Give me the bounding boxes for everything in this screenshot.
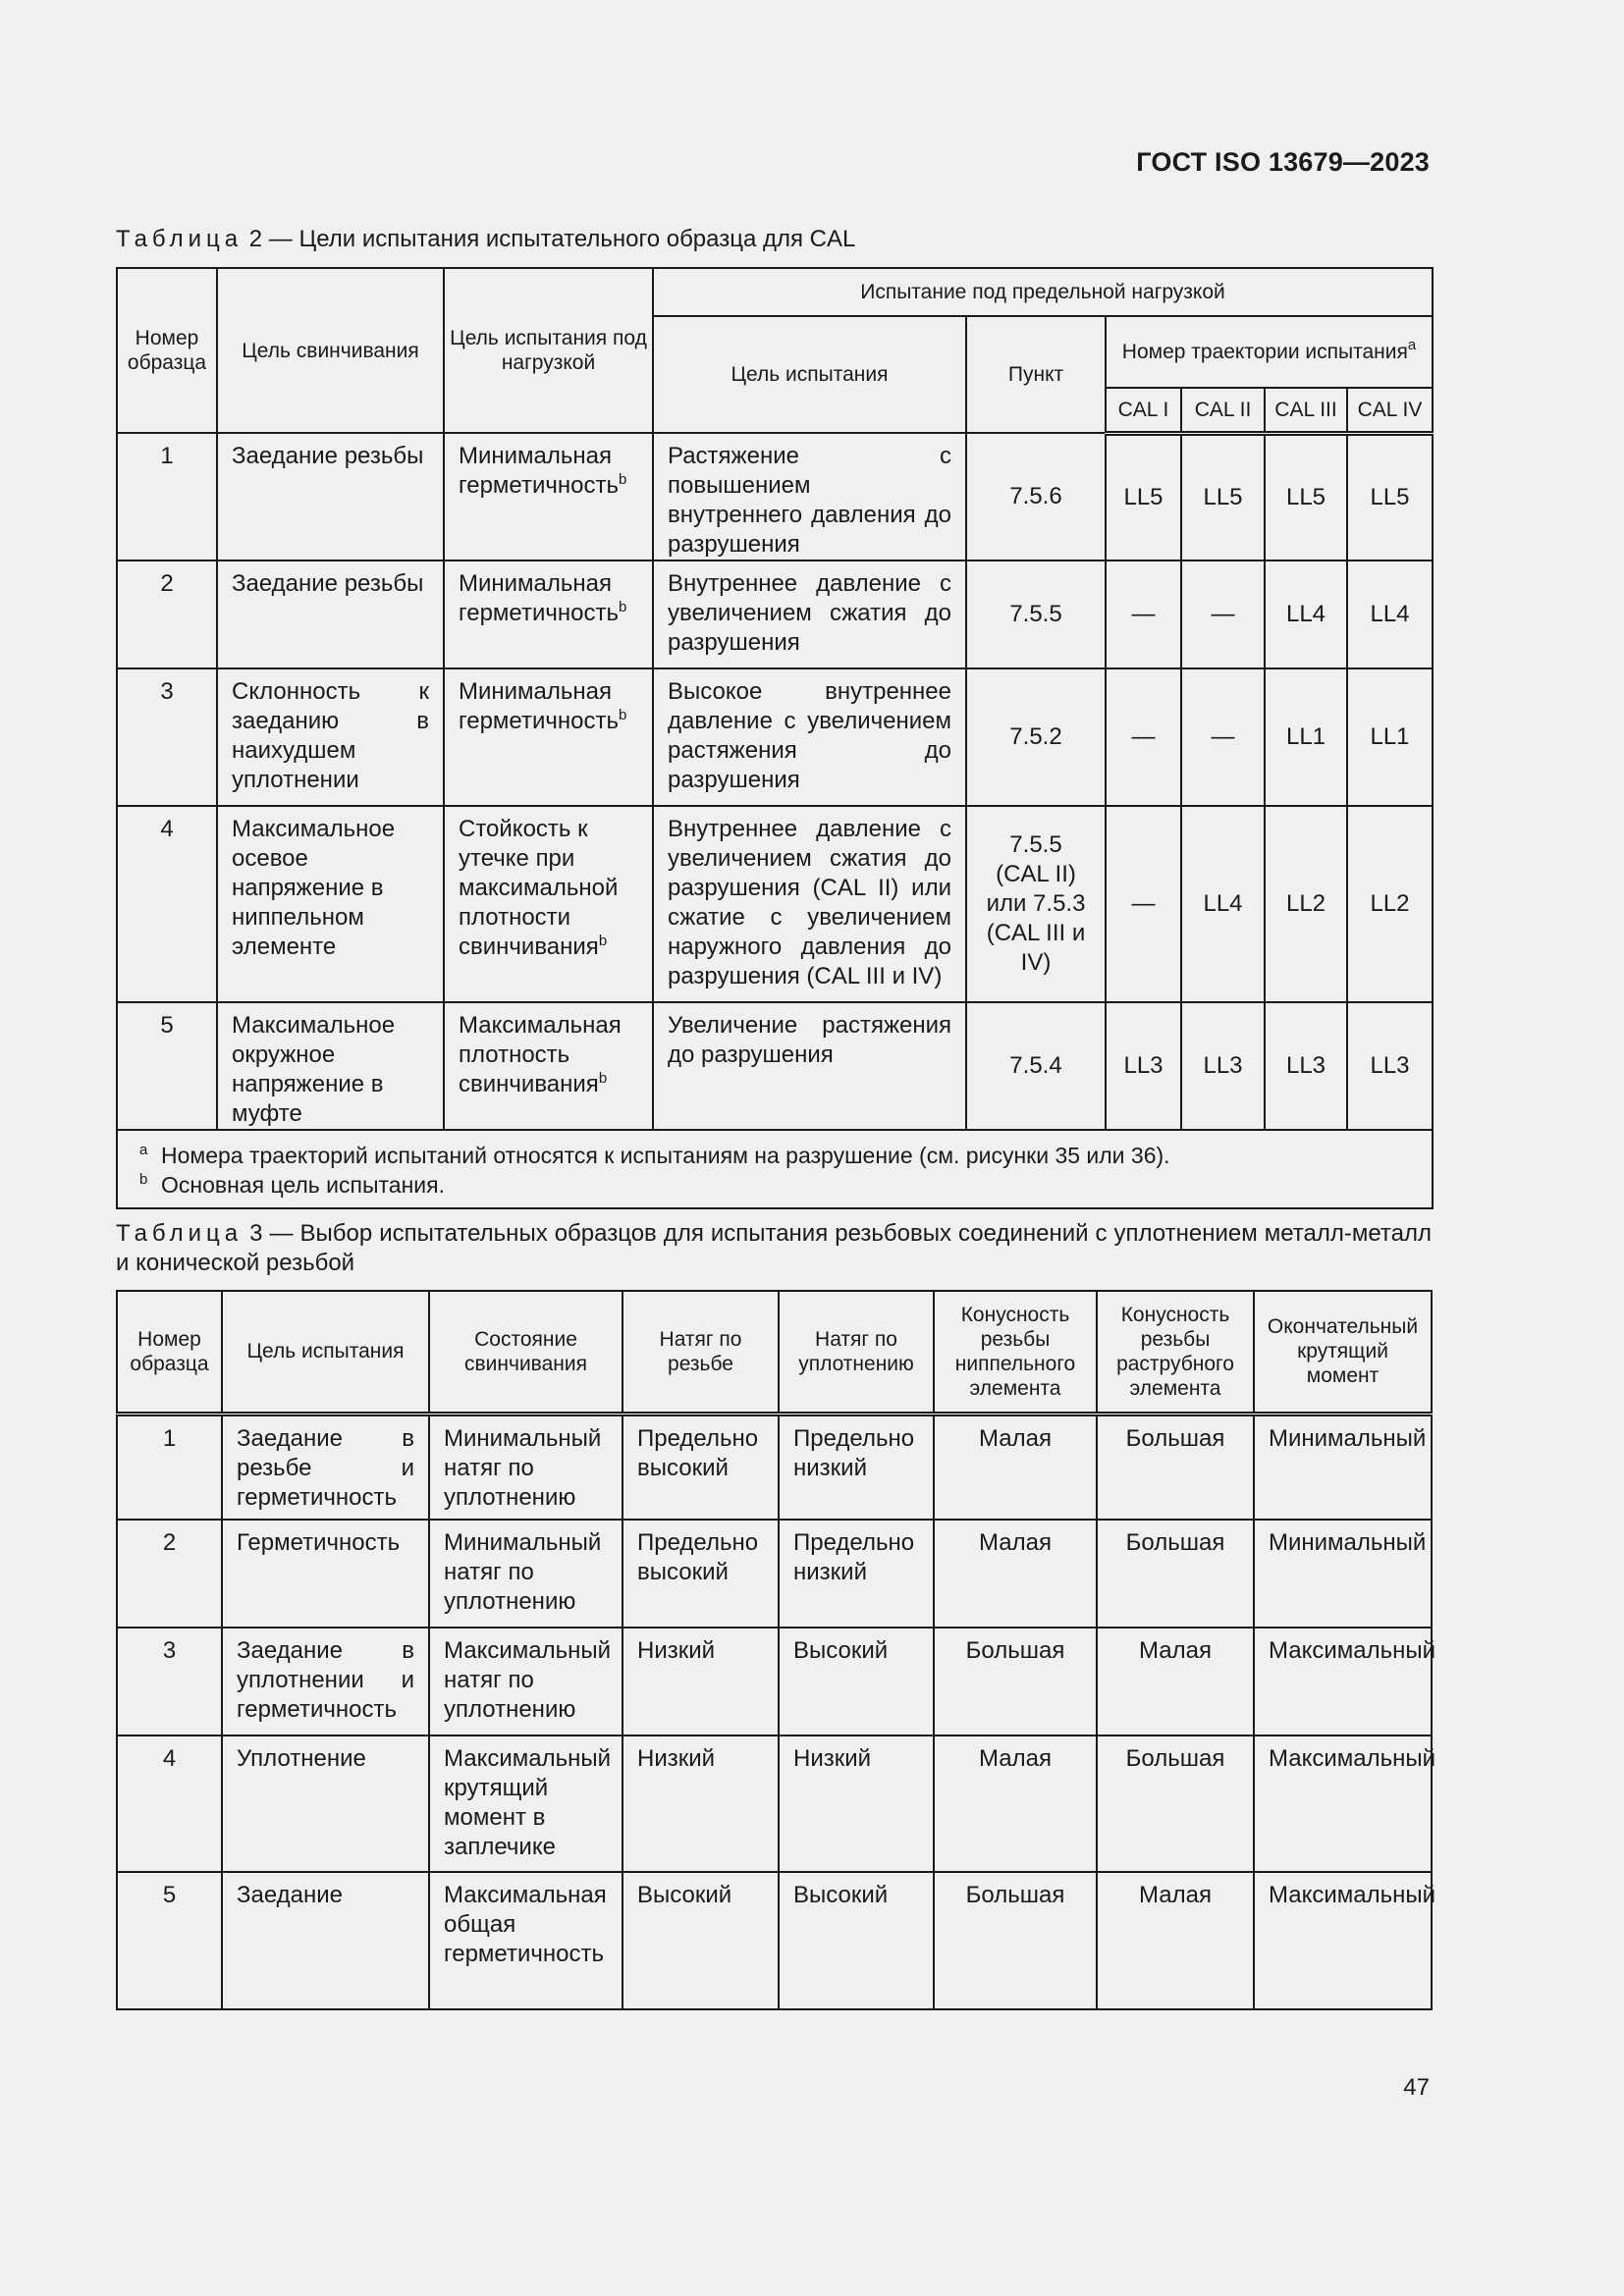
table2-footnotes	[117, 1130, 1433, 1208]
cell-makeup: Склонность к заеданию в наихудшем уплотнении	[217, 668, 444, 806]
cell-box-taper: Большая	[1097, 1735, 1254, 1872]
cell-cal2: —	[1181, 561, 1265, 668]
table2-header-path-text: Номер траектории испытания	[1121, 341, 1408, 363]
cell-makeup: Максимальное окружное напряжение в муфте	[217, 1002, 444, 1130]
cell-makeup-state: Максимальный натяг по уплотнению	[429, 1628, 623, 1735]
table2-header-clause: Пункт	[966, 316, 1106, 433]
table2-header-cal1: CAL I	[1106, 388, 1181, 433]
cell-cal2: LL4	[1181, 806, 1265, 1002]
cell-load	[444, 1002, 653, 1130]
table2-header-purpose: Цель испытания	[653, 316, 966, 433]
cell-makeup: Максимальное осевое напряжение в ниппельном элементе	[217, 806, 444, 1002]
cell-final-torque: Максимальный	[1254, 1735, 1432, 1872]
cell-seal-interference: Высокий	[779, 1628, 934, 1735]
cell-thread-interference: Предельно высокий	[623, 1520, 779, 1628]
cell-clause: 7.5.5 (CAL II) или 7.5.3 (CAL III и IV)	[966, 806, 1106, 1002]
cell-thread-interference: Низкий	[623, 1628, 779, 1735]
cell-final-torque: Минимальный	[1254, 1520, 1432, 1628]
cell-cal4: LL4	[1347, 561, 1433, 668]
cell-purpose: Растяжение с повышением внутреннего давления до разрушения	[653, 433, 966, 561]
cell-num: 5	[117, 1872, 222, 2009]
cell-num: 3	[117, 1628, 222, 1735]
table2-caption-word: Таблица	[116, 226, 244, 252]
cell-purpose: Заедание в резьбе и герметичность	[222, 1414, 429, 1520]
table3-header-thread-interference: Натяг по резьбе	[623, 1291, 779, 1414]
table3-header-box-taper: Конусность резьбы раструбного элемента	[1097, 1291, 1254, 1414]
table2	[116, 267, 1434, 1209]
cell-cal2: LL5	[1181, 433, 1265, 561]
cell-load	[444, 668, 653, 806]
cell-num: 4	[117, 1735, 222, 1872]
cell-cal4: LL5	[1347, 433, 1433, 561]
table3-header-seal-interference: Натяг по уплотнению	[779, 1291, 934, 1414]
table-row	[117, 1520, 1432, 1628]
cell-num: 1	[117, 1414, 222, 1520]
cell-pin-taper: Малая	[934, 1414, 1097, 1520]
cell-num: 3	[117, 668, 217, 806]
table3-header-makeup-state: Состояние свинчивания	[429, 1291, 623, 1414]
cell-makeup-state: Минимальный натяг по уплотнению	[429, 1520, 623, 1628]
footnote-ref: b	[618, 471, 627, 488]
cell-thread-interference: Предельно высокий	[623, 1414, 779, 1520]
cell-cal2: LL3	[1181, 1002, 1265, 1130]
cell-load-text: Минимальная герметичность	[459, 443, 619, 499]
cell-seal-interference: Предельно низкий	[779, 1520, 934, 1628]
cell-cal1: —	[1106, 806, 1181, 1002]
cell-thread-interference: Низкий	[623, 1735, 779, 1872]
cell-clause: 7.5.2	[966, 668, 1106, 806]
cell-purpose: Заедание	[222, 1872, 429, 2009]
cell-pin-taper: Малая	[934, 1735, 1097, 1872]
table3-caption-word: Таблица	[116, 1220, 244, 1247]
cell-pin-taper: Большая	[934, 1872, 1097, 2009]
cell-clause: 7.5.6	[966, 433, 1106, 561]
cell-load-text: Минимальная герметичность	[459, 678, 619, 734]
cell-cal1: —	[1106, 561, 1181, 668]
cell-num: 2	[117, 1520, 222, 1628]
table2-caption-text: 2 — Цели испытания испытательного образца для CAL	[248, 226, 856, 252]
cell-purpose: Заедание в уплотнении и герметичность	[222, 1628, 429, 1735]
cell-pin-taper: Малая	[934, 1520, 1097, 1628]
cell-load-text: Максимальная плотность свинчивания	[459, 1012, 622, 1097]
table2-header-path-sup: a	[1407, 337, 1417, 353]
cell-box-taper: Малая	[1097, 1628, 1254, 1735]
cell-cal1: —	[1106, 668, 1181, 806]
cell-cal3: LL1	[1265, 668, 1347, 806]
footnote-text: Номера траекторий испытаний относятся к испытаниям на разрушение (см. рисунки 35 или 36).	[161, 1143, 1170, 1168]
cell-num: 5	[117, 1002, 217, 1130]
footnote-text: Основная цель испытания.	[161, 1172, 445, 1198]
cell-cal3: LL3	[1265, 1002, 1347, 1130]
cell-num: 2	[117, 561, 217, 668]
cell-num: 4	[117, 806, 217, 1002]
table3-caption	[116, 1219, 1432, 1278]
cell-final-torque: Минимальный	[1254, 1414, 1432, 1520]
cell-purpose: Увеличение растяжения до разрушения	[653, 1002, 966, 1130]
cell-makeup-state: Максимальный крутящий момент в заплечике	[429, 1735, 623, 1872]
table2-caption	[116, 225, 1432, 254]
page-number: 47	[1403, 2074, 1430, 2101]
cell-cal4: LL2	[1347, 806, 1433, 1002]
cell-purpose: Уплотнение	[222, 1735, 429, 1872]
cell-purpose: Высокое внутреннее давление с увеличением растяжения до разрушения	[653, 668, 966, 806]
table-row	[117, 806, 1433, 1002]
cell-makeup: Заедание резьбы	[217, 433, 444, 561]
table-row	[117, 561, 1433, 668]
cell-purpose: Герметичность	[222, 1520, 429, 1628]
table3-header-pin-taper: Конусность резьбы ниппельного элемента	[934, 1291, 1097, 1414]
footnote-ref: b	[618, 599, 627, 615]
cell-cal3: LL2	[1265, 806, 1347, 1002]
footnote-ref: b	[618, 707, 627, 723]
table2-header-cal4: CAL IV	[1347, 388, 1433, 433]
cell-clause: 7.5.4	[966, 1002, 1106, 1130]
cell-thread-interference: Высокий	[623, 1872, 779, 2009]
table3-header-final-torque: Окончательный крутящий момент	[1254, 1291, 1432, 1414]
cell-makeup-state: Максимальная общая герметичность	[429, 1872, 623, 2009]
cell-cal4: LL1	[1347, 668, 1433, 806]
table2-header-cal3: CAL III	[1265, 388, 1347, 433]
table-row	[117, 668, 1433, 806]
table3-header-purpose: Цель испытания	[222, 1291, 429, 1414]
cell-cal3: LL4	[1265, 561, 1347, 668]
footnote-ref: b	[598, 1070, 608, 1087]
table2-header-load: Цель испытания под нагрузкой	[444, 268, 653, 433]
cell-cal4: LL3	[1347, 1002, 1433, 1130]
cell-load	[444, 806, 653, 1002]
cell-makeup: Заедание резьбы	[217, 561, 444, 668]
table-row	[117, 1002, 1433, 1130]
footnote-ref: b	[598, 933, 608, 949]
cell-makeup-state: Минимальный натяг по уплотнению	[429, 1414, 623, 1520]
cell-num: 1	[117, 433, 217, 561]
cell-cal2: —	[1181, 668, 1265, 806]
table-row	[117, 1735, 1432, 1872]
cell-pin-taper: Большая	[934, 1628, 1097, 1735]
table3-header-num: Номер образца	[117, 1291, 222, 1414]
document-header: ГОСТ ISO 13679—2023	[1136, 147, 1430, 177]
cell-load	[444, 433, 653, 561]
cell-seal-interference: Низкий	[779, 1735, 934, 1872]
cell-cal3: LL5	[1265, 433, 1347, 561]
cell-load-text: Минимальная герметичность	[459, 570, 619, 626]
cell-seal-interference: Предельно низкий	[779, 1414, 934, 1520]
footnote: a Номера траекторий испытаний относятся к испытаниям на разрушение (см. рисунки 35 или 36).	[139, 1142, 1170, 1168]
cell-final-torque: Максимальный	[1254, 1872, 1432, 2009]
cell-purpose: Внутреннее давление с увеличением сжатия до разрушения (CAL II) или сжатие с увеличением наружного давления до разрушения (CAL III и IV)	[653, 806, 966, 1002]
cell-box-taper: Большая	[1097, 1414, 1254, 1520]
cell-load	[444, 561, 653, 668]
table2-header-cal2: CAL II	[1181, 388, 1265, 433]
cell-clause: 7.5.5	[966, 561, 1106, 668]
table-row	[117, 1872, 1432, 2009]
table3	[116, 1290, 1436, 2010]
cell-purpose: Внутреннее давление с увеличением сжатия до разрушения	[653, 561, 966, 668]
table-row	[117, 433, 1433, 561]
cell-box-taper: Большая	[1097, 1520, 1254, 1628]
cell-final-torque: Максимальный	[1254, 1628, 1432, 1735]
table2-header-num: Номер образца	[117, 268, 217, 433]
cell-box-taper: Малая	[1097, 1872, 1254, 2009]
table2-header-makeup: Цель свинчивания	[217, 268, 444, 433]
cell-cal1: LL5	[1106, 433, 1181, 561]
table3-caption-text: 3 — Выбор испытательных образцов для испытания резьбовых соединений с уплотнением металл-металл и конической резьбой	[116, 1220, 1432, 1276]
table2-header-path	[1106, 316, 1433, 388]
table2-header-ultimate: Испытание под предельной нагрузкой	[653, 268, 1433, 316]
cell-load-text: Стойкость к утечке при максимальной плотности свинчивания	[459, 816, 619, 960]
cell-seal-interference: Высокий	[779, 1872, 934, 2009]
table-row	[117, 1414, 1432, 1520]
table-row	[117, 1628, 1432, 1735]
cell-cal1: LL3	[1106, 1002, 1181, 1130]
footnote: b Основная цель испытания.	[139, 1171, 445, 1198]
